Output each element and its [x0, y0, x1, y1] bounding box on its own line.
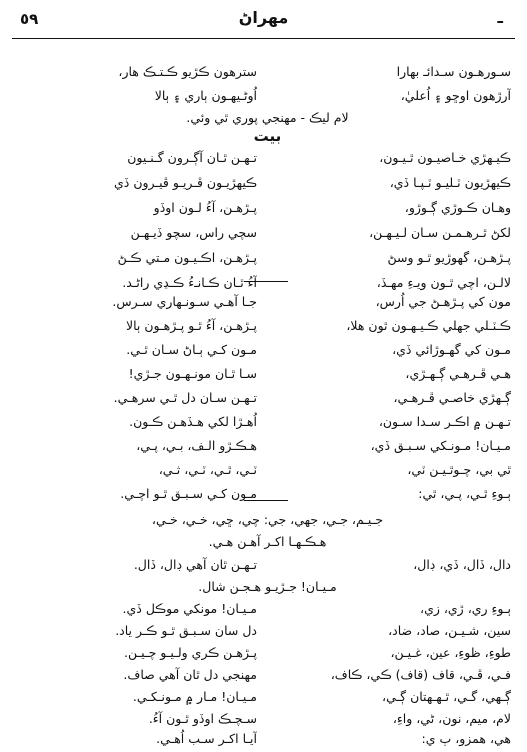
verse-line-left: مـيـان! مـار ۾ مـونـکـي.	[132, 689, 257, 704]
alphabet-line: هـڪـهـا اکـر آهـن هـي.	[208, 534, 327, 549]
verse-line-left: ڪيهڙيـون ڦـريـو ڦيـرون ڏي	[114, 175, 257, 190]
verse-line-right: تـهـن ۾ اڪـر سـدا سـون،	[378, 414, 511, 429]
verse-line-left: مـون کـي ٻـاڻ سـان ٿـي.	[126, 342, 257, 357]
verse-line-right: وهـان ڪـوڙي ڳـوڙو،	[404, 200, 511, 215]
verse-line-left: پـڙهـن، آءُ لـون اوڏو	[153, 200, 257, 215]
verse-line-right: طوءِ، ظوءِ، عين، غـيـن،	[390, 645, 511, 660]
running-title: مهراڻ	[238, 8, 289, 27]
alphabet-line: مـيـان! جـڙيـو هـجـن شال.	[198, 579, 337, 594]
section-note: لام ليڪ - مهنجي پوري ٿي وئي.	[186, 110, 349, 125]
verse-line-right: ڪيـهڙي خـاصيـون ٿـيـون،	[379, 150, 511, 165]
verse-line-right: لکڻ ٿـرهـمـن سـان لـيـهـن،	[369, 225, 511, 240]
verse-line-right: ٻـوءِ ٿـي، پـي، ٿي:	[418, 486, 511, 501]
verse-line-left: ٽـي، ٿـي، ٽـي، ثـي،	[158, 462, 257, 477]
verse-line-right: مـون کي گهـوڙائي ڏي،	[392, 342, 511, 357]
verse-line-left: جـا آهـي سـونـهاري سـرس.	[112, 294, 257, 309]
verse-line-right: ڪـٽـلي جهلي ڪـيـهـون ٿون هلا،	[346, 318, 511, 333]
verse-line-left: آيـا اکـر سـب اُهـي.	[156, 731, 257, 746]
verse-line-left: پـڙهـن، آءُ ٿـو پـڙهـون ٻالا	[125, 318, 257, 333]
verse-line-right: مـيـان! مـونـکي سـبـق ڏي،	[370, 438, 511, 453]
verse-line-right: سـورهـون سـدائـ بهارا	[396, 64, 511, 79]
verse-line-right: ٿي بي، چـوٿـيـن ٽي،	[407, 462, 511, 477]
page-header	[0, 0, 527, 40]
header-rule	[12, 38, 515, 39]
verse-line-right: ڳـهي، گـي، ٿـهـهتان ڳـي،	[382, 689, 511, 704]
verse-line-left: مـيـان! مونکي موڪل ڏي.	[122, 601, 257, 616]
verse-line-right: ٻـوءِ ري، ڙي، زي،	[420, 601, 511, 616]
section-heading: بيت	[253, 127, 282, 145]
verse-line-left: اُهـڙا لکي هـڏهـن ڪـون.	[129, 414, 257, 429]
section-separator	[244, 500, 288, 501]
page-number: ٥٩	[20, 10, 39, 28]
verse-line-left: مهنجي دل ٿان آهي صاف.	[123, 667, 257, 682]
verse-line-left: مـون کـي سـبـق ٿـو اچـي.	[120, 486, 257, 501]
verse-line-right: مون کي پـڙهـڻ جي اُرس،	[375, 294, 511, 309]
verse-line-left: تـهـن ٿـان آڳـرون گـنـيون	[127, 150, 257, 165]
verse-line-right: لالـن، اچي ٿـون ويـءِ مهـڏ،	[376, 275, 511, 290]
verse-line-right: ڪيهڙيون ٽـليـو ٽـپـا ڏي،	[389, 175, 511, 190]
alphabet-line: جـيـم، جـي، جهي، جي: چي، ڇي، خـي، خـي،	[151, 512, 384, 527]
verse-line-right: آرڙهون اوڇو ۽ اُعليٰ،	[400, 88, 511, 103]
verse-line-right: هـي ڦـرهـي ڳـهـڙي،	[405, 366, 511, 381]
header-dash: ـ	[497, 8, 503, 27]
verse-line-left: سترهون ڪڙيو ڪـتـڪ هار،	[118, 64, 257, 79]
verse-line-left: آءُ ٿـان ڪـانـءُ ڪـڍي راڻـد.	[122, 275, 257, 290]
verse-line-right: فـي، ڦـي، قاف (قاف) ڪي، ڪاف،	[330, 667, 511, 682]
verse-line-right: ڳـهڙي خاصـي ڦـرهـي،	[393, 390, 511, 405]
verse-line-left: سـچـڪ اوڏو ٿـون آءُ.	[148, 711, 257, 726]
verse-line-left: پـڙهـن، اڪـيـون مـتي ڪـڻ	[117, 250, 257, 265]
verse-line-right: لام، ميم، نون، ڻي، واءِ،	[392, 711, 511, 726]
section-separator	[244, 281, 288, 282]
verse-line-right: هي، همزو، ٻ ي:	[421, 731, 511, 746]
verse-line-left: اُوڻـيهـون ٻاري ۽ ٻالا	[154, 88, 257, 103]
verse-line-right: دال، ڏال، ڏي، ڊال،	[413, 557, 511, 572]
verse-line-left: تـهـن سـان دل ٿـي سرهـي.	[113, 390, 257, 405]
verse-line-left: تـهـن ٿان آهي ڊال، ڏال.	[133, 557, 257, 572]
verse-line-right: پـڙهـن، گهوڙيو ٿـو وسڻ	[387, 250, 511, 265]
verse-line-left: هـڪـڙو الـف، بـي، پـي،	[136, 438, 257, 453]
verse-line-left: پـڙهـن ڪري ولـيـو چـيـن.	[124, 645, 257, 660]
verse-line-right: سين، شـيـن، صاد، ضاد،	[388, 623, 511, 638]
verse-line-left: سـا ٿـان مونـهـون جـڙي!	[128, 366, 257, 381]
verse-line-left: سچي راس، سچو ڏيـهـن	[130, 225, 257, 240]
verse-line-left: دل سان سـبـق ٿـو ڪـر ياد.	[115, 623, 257, 638]
